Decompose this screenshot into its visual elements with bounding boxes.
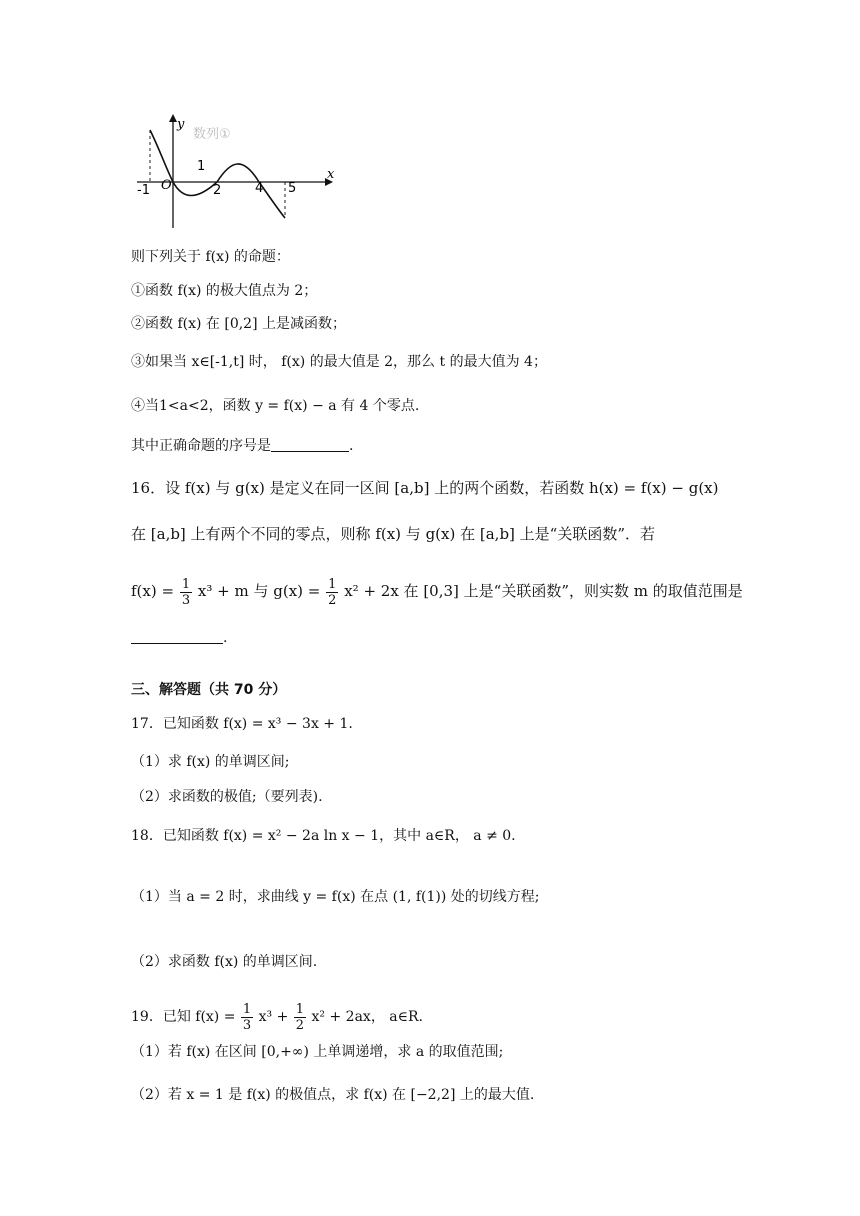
q19-frac1-den: 3	[242, 1017, 252, 1033]
q16-f-lhs: f(x) =	[131, 582, 175, 600]
q18-part-2: （2）求函数 f(x) 的单调区间.	[131, 954, 318, 970]
tick-5: 5	[288, 181, 297, 196]
x-label: x	[327, 167, 335, 182]
q16-frac2-num: 1	[328, 576, 337, 592]
q16-fraction-2	[326, 577, 338, 608]
y-axis-arrow	[169, 114, 177, 122]
q16-end-period: .	[223, 630, 228, 646]
q16-line-1: 16．设 f(x) 与 g(x) 是定义在同一区间 [a,b] 上的两个函数，若函数 h(x) = f(x) − g(x)	[131, 479, 719, 497]
q19-frac1-num: 1	[242, 1001, 252, 1017]
q17-stem: 17．已知函数 f(x) = x³ − 3x + 1.	[131, 716, 353, 732]
q15-question: 其中正确命题的序号是 .	[131, 438, 354, 454]
q16-frac2-den: 2	[328, 592, 337, 608]
q19-fraction-1	[241, 1002, 253, 1033]
q16-answer-line	[131, 628, 227, 648]
q15-proposition-3: ③如果当 x∈[-1,t] 时， f(x) 的最大值是 2，那么 t 的最大值为 4；	[131, 354, 547, 370]
origin-label: O	[161, 178, 172, 193]
q19-stem-post: x² + 2ax， a∈R.	[311, 1009, 423, 1025]
q19-stem-pre: 19．已知 f(x) =	[131, 1009, 236, 1025]
q16-frac1-num: 1	[181, 576, 191, 592]
q15-proposition-2: ②函数 f(x) 在 [0,2] 上是减函数；	[131, 316, 346, 332]
tick-4: 4	[255, 181, 264, 196]
q19-part-1: （1）若 f(x) 在区间 [0,+∞) 上单调递增，求 a 的取值范围;	[131, 1044, 504, 1060]
q15-intro: 则下列关于 f(x) 的命题：	[131, 249, 290, 265]
q19-fraction-2	[294, 1002, 306, 1033]
q18-stem: 18．已知函数 f(x) = x² − 2a ln x − 1，其中 a∈R， a ≠ 0.	[131, 828, 516, 844]
q19-stem	[131, 1000, 423, 1034]
q16-g-rhs: x² + 2x 在 [0,3] 上是“关联函数”，则实数 m 的取值范围是	[344, 582, 743, 600]
watermark: 数列①	[193, 127, 231, 142]
function-graph	[131, 108, 341, 233]
curve	[150, 130, 285, 218]
q19-mid: x³ +	[258, 1009, 289, 1025]
q16-fraction-1	[180, 577, 192, 608]
q15-question-text: 其中正确命题的序号是	[131, 438, 271, 454]
q18-part-1: （1）当 a = 2 时，求曲线 y = f(x) 在点 (1, f(1)) 处的切线方程;	[131, 889, 540, 905]
q16-answer-blank	[131, 629, 223, 644]
q15-proposition-4: ④当1<a<2，函数 y = f(x) − a 有 4 个零点.	[131, 398, 420, 414]
tick-2: 2	[213, 183, 222, 198]
q15-proposition-1: ①函数 f(x) 的极大值点为 2；	[131, 283, 318, 299]
q16-line-3	[131, 574, 743, 608]
q16-f-rhs: x³ + m 与 g(x) =	[197, 582, 321, 600]
q16-line-2: 在 [a,b] 上有两个不同的零点，则称 f(x) 与 g(x) 在 [a,b] 上是“关联函数”．若	[131, 525, 655, 543]
y-label: y	[177, 117, 185, 132]
q16-frac1-den: 3	[181, 592, 191, 608]
tick-neg1: -1	[137, 183, 150, 198]
tick-1: 1	[197, 159, 206, 174]
q19-frac2-den: 2	[295, 1017, 305, 1033]
q17-part-2: （2）求函数的极值;（要列表).	[131, 789, 323, 805]
q19-part-2: （2）若 x = 1 是 f(x) 的极值点，求 f(x) 在 [−2,2] 上的最大值.	[131, 1087, 535, 1103]
q15-answer-blank	[271, 437, 349, 452]
q17-part-1: （1）求 f(x) 的单调区间;	[131, 754, 290, 770]
section-3-title: 三、解答题（共 70 分）	[131, 682, 287, 698]
q19-frac2-num: 1	[295, 1001, 305, 1017]
